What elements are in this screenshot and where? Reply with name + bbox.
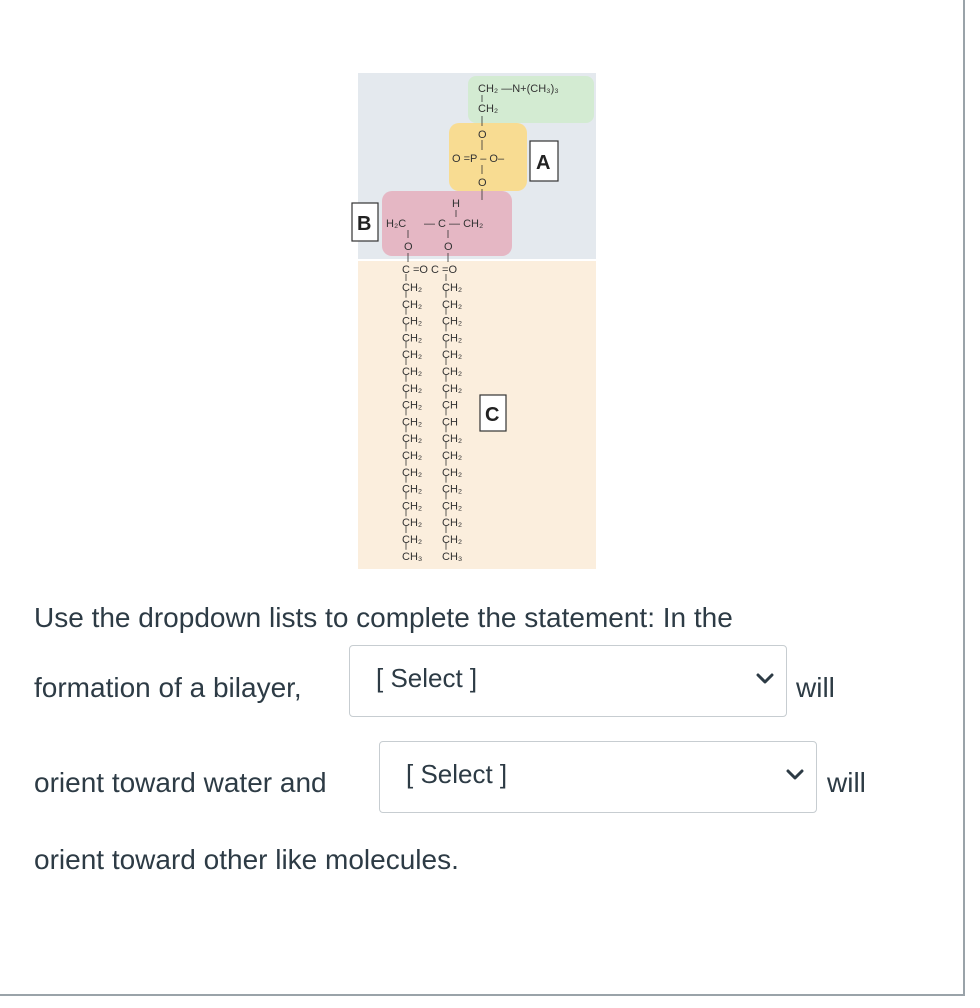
- dropdown-1[interactable]: [349, 645, 787, 717]
- right-chain-unit: CH₂: [442, 382, 463, 395]
- left-chain-unit: CH₂: [402, 433, 423, 446]
- left-chain-unit: CH₂: [402, 298, 423, 311]
- left-chain-unit: CH₂: [402, 366, 423, 378]
- right-chain-unit: CH: [442, 399, 458, 412]
- dropdown-2[interactable]: [379, 741, 817, 813]
- right-chain-unit: CH₃: [442, 550, 463, 563]
- glycerol-h2c-label: H₂C: [386, 218, 407, 230]
- question-line-2-prefix: formation of a bilayer,: [34, 672, 302, 703]
- left-chain-unit: CH₂: [402, 483, 423, 496]
- phospholipid-figure: [340, 68, 610, 573]
- dropdown-1-value: [ Select ]: [376, 663, 478, 693]
- left-chain-unit: CH₂: [402, 450, 423, 462]
- glycerol-center-label: — C — CH₂: [424, 218, 484, 230]
- right-chain-unit: CH₂: [442, 500, 463, 513]
- choline-ch2-label: CH₂: [478, 103, 499, 115]
- question-line-2-suffix: will: [796, 672, 835, 703]
- right-chain-unit: CH₂: [442, 534, 463, 546]
- right-chain-unit: CH₂: [442, 433, 463, 446]
- left-chain-unit: CH₂: [402, 282, 423, 294]
- phospholipid-structure-diagram: [340, 68, 610, 573]
- left-chain-unit: CH₂: [402, 534, 423, 546]
- right-chain-unit: CH: [442, 416, 458, 429]
- ester-oxygen-right: O: [444, 241, 453, 253]
- phosphate-label: O =P – O–: [452, 153, 505, 165]
- right-chain-unit: CH₂: [442, 450, 463, 462]
- chevron-down-icon: [756, 672, 774, 686]
- oxygen-top-label: O: [478, 129, 487, 141]
- left-chain-unit: CH₂: [402, 332, 423, 345]
- right-chain-unit: CH₂: [442, 366, 463, 378]
- question-line-3-suffix: will: [827, 767, 866, 798]
- left-chain-unit: CH₂: [402, 517, 423, 530]
- hydrophobic-tail-region: [358, 261, 596, 569]
- oxygen-bottom-label: O: [478, 177, 487, 189]
- glycerol-h-label: H: [452, 198, 460, 210]
- question-line-4: orient toward other like molecules.: [34, 844, 459, 875]
- left-chain-unit: CH₂: [402, 500, 423, 513]
- ester-oxygen-left: O: [404, 241, 413, 253]
- left-chain-unit: CH₂: [402, 315, 423, 328]
- dropdown-2-value: [ Select ]: [406, 759, 508, 789]
- right-chain-unit: CH₂: [442, 483, 463, 496]
- left-chain-unit: CH₂: [402, 349, 423, 362]
- right-chain-unit: CH₂: [442, 466, 463, 479]
- marker-b-label: B: [357, 213, 372, 235]
- right-chain-unit: CH₂: [442, 349, 463, 362]
- carbonyl-label: C =O C =O: [402, 264, 458, 276]
- left-chain-unit: CH₃: [402, 550, 423, 563]
- marker-a-label: A: [536, 152, 551, 174]
- right-chain-unit: CH₂: [442, 282, 463, 294]
- marker-c-label: C: [485, 404, 500, 426]
- right-chain-unit: CH₂: [442, 332, 463, 345]
- left-chain-unit: CH₂: [402, 416, 423, 429]
- chevron-down-icon: [786, 768, 804, 782]
- left-chain-unit: CH₂: [402, 382, 423, 395]
- question-line-1: Use the dropdown lists to complete the statement: In the: [34, 602, 733, 633]
- question-line-3-prefix: orient toward water and: [34, 767, 327, 798]
- right-chain-unit: CH₂: [442, 517, 463, 530]
- right-chain-unit: CH₂: [442, 298, 463, 311]
- choline-label: CH₂ —N+(CH₃)₃: [478, 83, 559, 95]
- left-chain-unit: CH₂: [402, 466, 423, 479]
- right-chain-unit: CH₂: [442, 315, 463, 328]
- left-chain-unit: CH₂: [402, 399, 423, 412]
